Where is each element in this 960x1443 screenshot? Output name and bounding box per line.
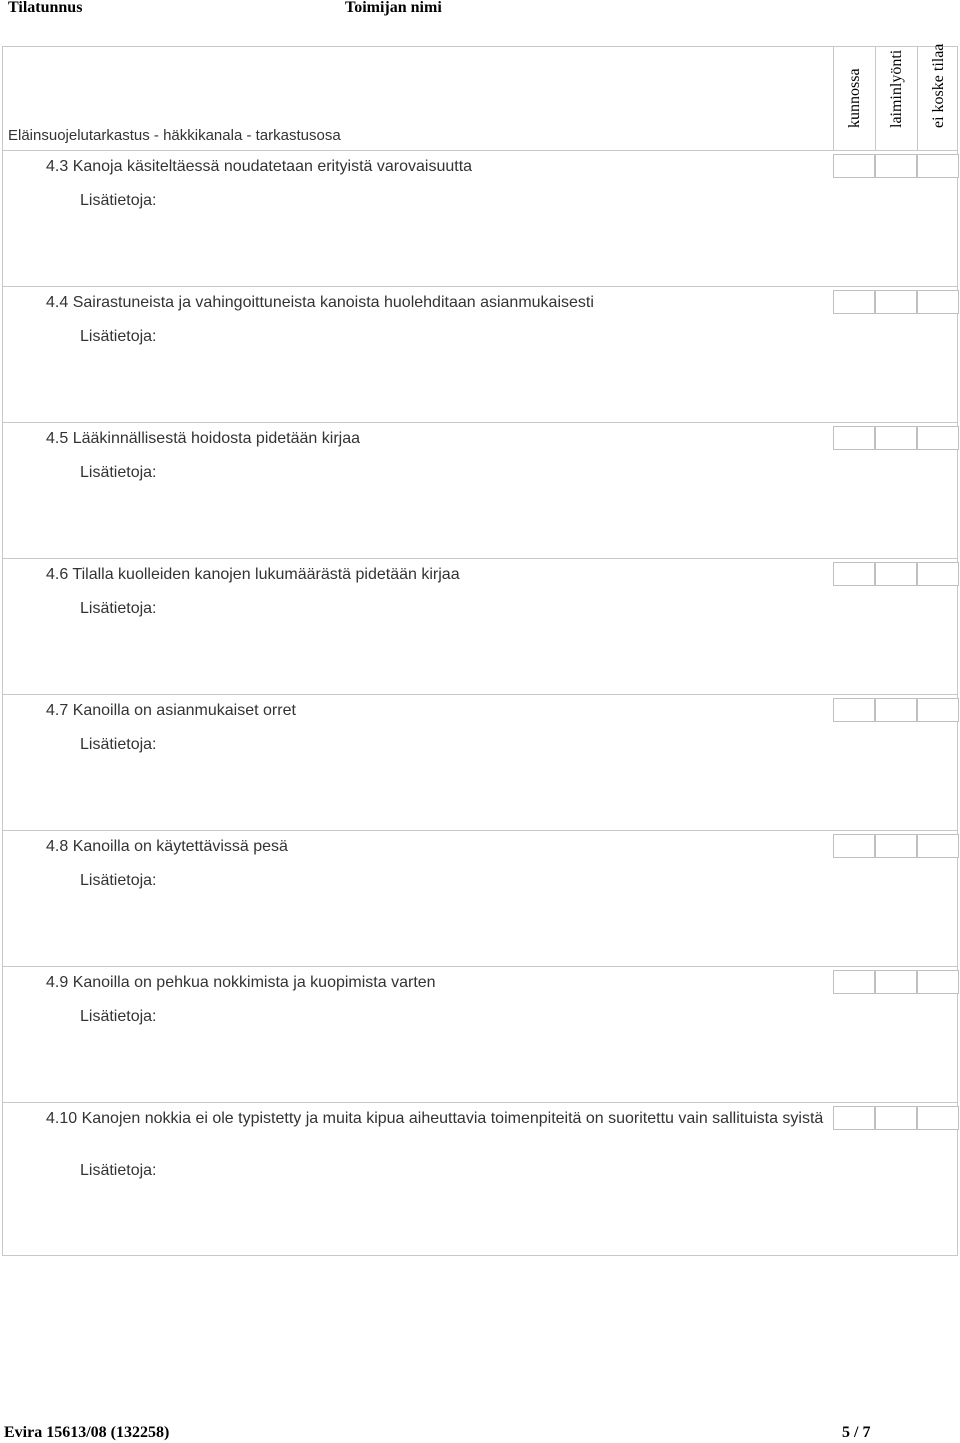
column-header-kunnossa (833, 46, 875, 150)
lisatietoja-label: Lisätietoja: (80, 1162, 157, 1179)
checkbox-laiminlyonti[interactable] (875, 426, 917, 450)
column-header-ei-koske-tilaa (917, 43, 959, 150)
checkbox-kunnossa[interactable] (833, 698, 875, 722)
checklist-item-text: 4.3 Kanoja käsiteltäessä noudatetaan erityistä varovaisuutta (46, 158, 473, 175)
row-divider (2, 558, 958, 559)
checkbox-laiminlyonti[interactable] (875, 1106, 917, 1130)
checklist-item-text: 4.5 Lääkinnällisestä hoidosta pidetään kirjaa (46, 430, 360, 447)
checkbox-ei-koske-tilaa[interactable] (917, 970, 959, 994)
checkbox-kunnossa[interactable] (833, 562, 875, 586)
checkbox-kunnossa[interactable] (833, 1106, 875, 1130)
checklist-item-text: 4.9 Kanoilla on pehkua nokkimista ja kuopimista varten (46, 974, 436, 991)
checkbox-laiminlyonti[interactable] (875, 154, 917, 178)
row-divider (2, 286, 958, 287)
form-frame (2, 43, 958, 1256)
lisatietoja-label: Lisätietoja: (80, 1008, 157, 1025)
checkbox-kunnossa[interactable] (833, 426, 875, 450)
checkbox-ei-koske-tilaa[interactable] (917, 290, 959, 314)
column-label-kunnossa: kunnossa (845, 68, 863, 128)
checkbox-laiminlyonti[interactable] (875, 290, 917, 314)
row-divider (2, 422, 958, 423)
lisatietoja-label: Lisätietoja: (80, 328, 157, 345)
checklist-item-text: 4.7 Kanoilla on asianmukaiset orret (46, 702, 296, 719)
checklist-item-text: 4.10 Kanojen nokkia ei ole typistetty ja muita kipua aiheuttavia toimenpiteitä on suoritettu vain sallituista syistä (46, 1110, 824, 1127)
page-number: 5 / 7 (842, 1424, 871, 1441)
row-divider (2, 966, 958, 967)
checklist-item-text: 4.6 Tilalla kuolleiden kanojen lukumäärästä pidetään kirjaa (46, 566, 460, 583)
checkbox-laiminlyonti[interactable] (875, 970, 917, 994)
checkbox-laiminlyonti[interactable] (875, 698, 917, 722)
lisatietoja-label: Lisätietoja: (80, 192, 157, 209)
tilatunnus-label: Tilatunnus (8, 0, 83, 16)
form-title: Eläinsuojelutarkastus - häkkikanala - tarkastusosa (8, 127, 341, 144)
toimijan-nimi-label: Toimijan nimi (345, 0, 442, 16)
column-label-laiminlyonti: laiminlyönti (887, 49, 905, 128)
checkbox-ei-koske-tilaa[interactable] (917, 426, 959, 450)
checkbox-ei-koske-tilaa[interactable] (917, 698, 959, 722)
header-divider (2, 150, 958, 151)
document-id: Evira 15613/08 (132258) (4, 1424, 170, 1441)
checkbox-ei-koske-tilaa[interactable] (917, 834, 959, 858)
lisatietoja-label: Lisätietoja: (80, 464, 157, 481)
checkbox-laiminlyonti[interactable] (875, 834, 917, 858)
checklist-item-text: 4.4 Sairastuneista ja vahingoittuneista kanoista huolehditaan asianmukaisesti (46, 294, 594, 311)
row-divider (2, 830, 958, 831)
checkbox-kunnossa[interactable] (833, 154, 875, 178)
checkbox-kunnossa[interactable] (833, 834, 875, 858)
column-header-laiminlyonti (875, 46, 917, 150)
row-divider (2, 1102, 958, 1103)
checklist-item-text: 4.8 Kanoilla on käytettävissä pesä (46, 838, 288, 855)
checkbox-ei-koske-tilaa[interactable] (917, 1106, 959, 1130)
checkbox-ei-koske-tilaa[interactable] (917, 154, 959, 178)
column-label-ei-koske-tilaa: ei koske tilaa (929, 43, 947, 128)
checkbox-laiminlyonti[interactable] (875, 562, 917, 586)
lisatietoja-label: Lisätietoja: (80, 736, 157, 753)
checkbox-ei-koske-tilaa[interactable] (917, 562, 959, 586)
lisatietoja-label: Lisätietoja: (80, 600, 157, 617)
checkbox-kunnossa[interactable] (833, 970, 875, 994)
checkbox-kunnossa[interactable] (833, 290, 875, 314)
lisatietoja-label: Lisätietoja: (80, 872, 157, 889)
row-divider (2, 694, 958, 695)
